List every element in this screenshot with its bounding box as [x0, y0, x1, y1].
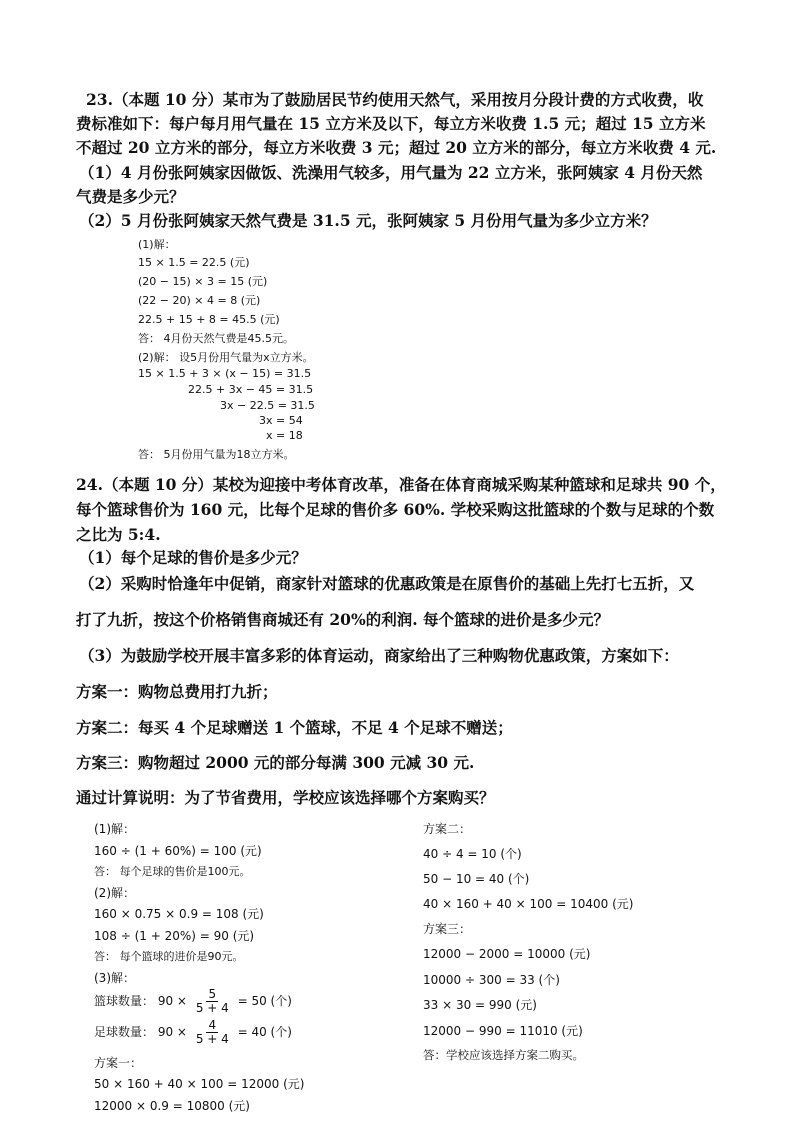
football-fraction — [194, 1019, 231, 1046]
q24-line: （1）每个足球的售价是多少元？ — [79, 548, 307, 567]
q24-solution-line: 10000 ÷ 300 = 33 (个) — [423, 973, 560, 987]
q23-solution-line: 22.5 + 15 + 8 = 45.5 (元) — [138, 313, 280, 326]
q24-solution-line: 108 ÷ (1 + 20%) = 90 (元) — [94, 929, 255, 943]
q24-line: 打了九折，按这个价格销售商城还有 20%的利润. 每个篮球的进价是多少元？ — [76, 610, 609, 629]
q23-line: （1）4 月份张阿姨家因做饭、洗澡用气较多，用气量为 22 立方米，张阿姨家 4 月份天然 — [79, 163, 703, 182]
q23-solution-line: (22 − 20) × 4 = 8 (元) — [138, 294, 261, 307]
q24-solution-line: 50 × 160 + 40 × 100 = 12000 (元) — [94, 1077, 305, 1091]
q24-solution-line: 160 × 0.75 × 0.9 = 108 (元) — [94, 907, 264, 921]
football-count-line — [94, 1019, 292, 1046]
basket-fraction-numerator: 5 — [208, 987, 217, 1001]
q24-solution-line: 方案三： — [423, 922, 472, 936]
football-fraction-denominator: 5 + 4 — [195, 1032, 229, 1046]
basket-count-label: 篮球数量： — [94, 994, 155, 1008]
q24-line: 每个篮球售价为 160 元，比每个足球的售价多 60%. 学校采购这批篮球的个数与足球的个数 — [76, 500, 715, 519]
q24-line: 之比为 5:4. — [76, 525, 161, 544]
q24-solution-line: (3)解： — [94, 971, 135, 985]
q24-solution-line: 方案一： — [94, 1056, 143, 1070]
basket-fraction — [194, 988, 231, 1015]
football-fraction-numerator: 4 — [208, 1018, 217, 1032]
q23-solution-line: 答： 5月份用气量为18立方米。 — [138, 448, 295, 461]
q23-solution-line: (2)解： 设5月份用气量为x立方米。 — [138, 351, 314, 364]
q24-solution-line: 40 × 160 + 40 × 100 = 10400 (元) — [423, 897, 634, 911]
basket-count-result: = 50 (个) — [237, 994, 292, 1008]
q24-solution-line: 答：学校应该选择方案二购买。 — [423, 1048, 584, 1062]
q24-line: 方案一：购物总费用打九折； — [76, 682, 278, 701]
basket-fraction-denominator: 5 + 4 — [195, 1001, 229, 1015]
q23-line: 气费是多少元？ — [76, 187, 185, 206]
q24-solution-line: 12000 − 2000 = 10000 (元) — [423, 947, 591, 961]
q24-solution-line: 50 − 10 = 40 (个) — [423, 872, 530, 886]
q24-line: （3）为鼓励学校开展丰富多彩的体育运动，商家给出了三种购物优惠政策，方案如下： — [79, 646, 679, 665]
q24-solution-line: 12000 − 990 = 11010 (元) — [423, 1024, 583, 1038]
basket-count-line — [94, 988, 292, 1015]
q24-line: 方案二：每买 4 个足球赠送 1 个篮球，不足 4 个足球不赠送； — [76, 718, 513, 737]
q24-solution-line: 160 ÷ (1 + 60%) = 100 (元) — [94, 844, 262, 858]
q24-line: 通过计算说明：为了节省费用，学校应该选择哪个方案购买？ — [76, 788, 495, 807]
q23-solution-line: 答： 4月份天然气费是45.5元。 — [138, 332, 294, 345]
q24-solution-line: 答： 每个足球的售价是100元。 — [94, 865, 251, 878]
q24-solution-line: 答： 每个篮球的进价是90元。 — [94, 950, 244, 963]
football-count-label: 足球数量： — [94, 1025, 155, 1039]
football-count-result: = 40 (个) — [237, 1025, 292, 1039]
football-count-pre: 90 × — [157, 1025, 187, 1039]
q23-solution-line: 22.5 + 3x − 45 = 31.5 — [188, 383, 314, 396]
q24-solution-line: 方案二： — [423, 822, 472, 836]
q24-line: 方案三：购物超过 2000 元的部分每满 300 元减 30 元. — [76, 753, 475, 772]
q23-solution-line: x = 18 — [266, 429, 303, 442]
q24-solution-line: 12000 × 0.9 = 10800 (元) — [94, 1099, 250, 1113]
q23-line: 费标准如下：每户每月用气量在 15 立方米及以下，每立方米收费 1.5 元；超过 15 立方米 — [76, 114, 706, 133]
q23-solution-line: (1)解： — [138, 238, 176, 251]
q24-solution-line: (1)解： — [94, 822, 135, 836]
basket-count-pre: 90 × — [157, 994, 187, 1008]
q24-solution-line: (2)解： — [94, 886, 135, 900]
q23-line: 23.（本题 10 分）某市为了鼓励居民节约使用天然气，采用按月分段计费的方式收费，收 — [86, 90, 704, 109]
q24-line: （2）采购时恰逢年中促销，商家针对篮球的优惠政策是在原售价的基础上先打七五折，又 — [79, 574, 695, 593]
q24-solution-line: 40 ÷ 4 = 10 (个) — [423, 847, 522, 861]
q23-line: 不超过 20 立方米的部分，每立方米收费 3 元；超过 20 立方米的部分，每立方米收费 4 元. — [76, 138, 717, 157]
q23-line: （2）5 月份张阿姨家天然气费是 31.5 元，张阿姨家 5 月份用气量为多少立方米？ — [79, 211, 657, 230]
q23-solution-line: 15 × 1.5 + 3 × (x − 15) = 31.5 — [138, 367, 312, 380]
q23-solution-line: 3x = 54 — [259, 414, 303, 427]
q23-solution-line: 3x − 22.5 = 31.5 — [220, 399, 315, 412]
q24-line: 24.（本题 10 分）某校为迎接中考体育改革，准备在体育商城采购某种篮球和足球共 90 个， — [76, 475, 726, 494]
q23-solution-line: 15 × 1.5 = 22.5 (元) — [138, 256, 250, 269]
q24-solution-line: 33 × 30 = 990 (元) — [423, 998, 537, 1012]
q23-solution-line: (20 − 15) × 3 = 15 (元) — [138, 275, 268, 288]
